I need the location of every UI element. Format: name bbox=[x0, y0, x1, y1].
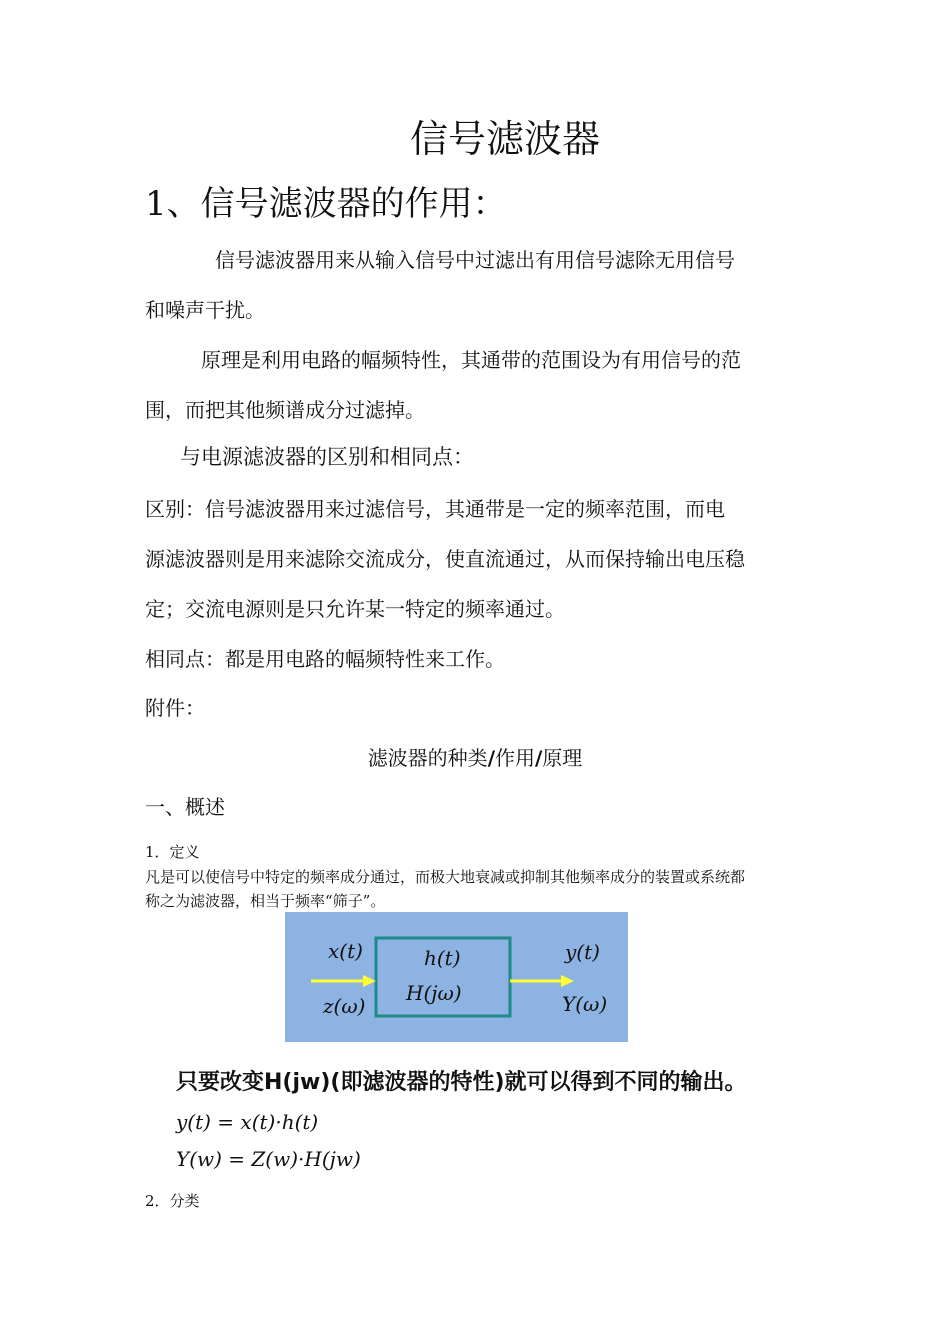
attachment-title-part-b: 作用 bbox=[495, 746, 535, 770]
input-time-label: x(t) bbox=[328, 939, 363, 963]
overview-heading: 一、概述 bbox=[145, 795, 225, 819]
attachment-title-separator-1: / bbox=[487, 746, 495, 770]
paragraph-similarity: 相同点：都是用电路的幅频特性来工作。 bbox=[145, 647, 505, 671]
difference-line2: 源滤波器则是用来滤除交流成分，使直流通过，从而保持输出电压稳 bbox=[145, 547, 745, 571]
difference-line1: 区别：信号滤波器用来过滤信号，其通带是一定的频率范围，而电 bbox=[145, 497, 725, 521]
definition-line2: 称之为滤波器，相当于频率“筛子”。 bbox=[145, 892, 386, 910]
attachment-title-separator-2: / bbox=[535, 746, 543, 770]
section-heading-purpose: 1、信号滤波器的作用： bbox=[145, 184, 507, 224]
output-time-label: y(t) bbox=[565, 940, 600, 964]
definition-line1: 凡是可以使信号中特定的频率成分通过，而极大地衰减或抑制其他频率成分的装置或系统都 bbox=[145, 868, 746, 886]
box-time-label: h(t) bbox=[424, 946, 461, 970]
paragraph-purpose-line2: 和噪声干扰。 bbox=[145, 298, 265, 322]
filter-block-diagram bbox=[285, 912, 628, 1042]
subheading-comparison: 与电源滤波器的区别和相同点： bbox=[180, 445, 474, 469]
input-arrow-head bbox=[363, 975, 376, 987]
definition-heading: 1．定义 bbox=[145, 843, 200, 861]
filter-block-diagram-svg bbox=[285, 912, 628, 1042]
formula-frequency-domain: Y(w) = Z(w)·H(jw) bbox=[176, 1147, 361, 1171]
paragraph-difference bbox=[145, 484, 810, 634]
output-arrow-head bbox=[561, 975, 574, 987]
input-frequency-label: z(ω) bbox=[323, 994, 366, 1018]
document-title: 信号滤波器 bbox=[409, 117, 600, 161]
paragraph-purpose-line1: 信号滤波器用来从输入信号中过滤出有用信号滤除无用信号 bbox=[215, 248, 735, 272]
paragraph-principle-line1: 原理是利用电路的幅频特性，其通带的范围设为有用信号的范 bbox=[201, 348, 741, 372]
attachment-title bbox=[0, 733, 950, 783]
paragraph-principle-line2: 围，而把其他频谱成分过滤掉。 bbox=[145, 398, 425, 422]
formula-time-domain: y(t) = x(t)·h(t) bbox=[176, 1110, 319, 1134]
attachment-title-part-c: 原理 bbox=[542, 746, 583, 770]
output-frequency-label: Y(ω) bbox=[562, 992, 608, 1016]
formula-note: 只要改变H(jw)(即滤波器的特性)就可以得到不同的输出。 bbox=[176, 1070, 747, 1095]
difference-line3: 定；交流电源则是只允许某一特定的频率通过。 bbox=[145, 597, 565, 621]
attachment-label: 附件： bbox=[145, 696, 205, 720]
paragraph-purpose bbox=[145, 235, 810, 335]
attachment-title-part-a: 滤波器的种类 bbox=[367, 746, 488, 770]
paragraph-principle bbox=[145, 335, 810, 435]
box-frequency-label: H(jω) bbox=[406, 981, 462, 1005]
classification-heading: 2．分类 bbox=[145, 1192, 200, 1210]
